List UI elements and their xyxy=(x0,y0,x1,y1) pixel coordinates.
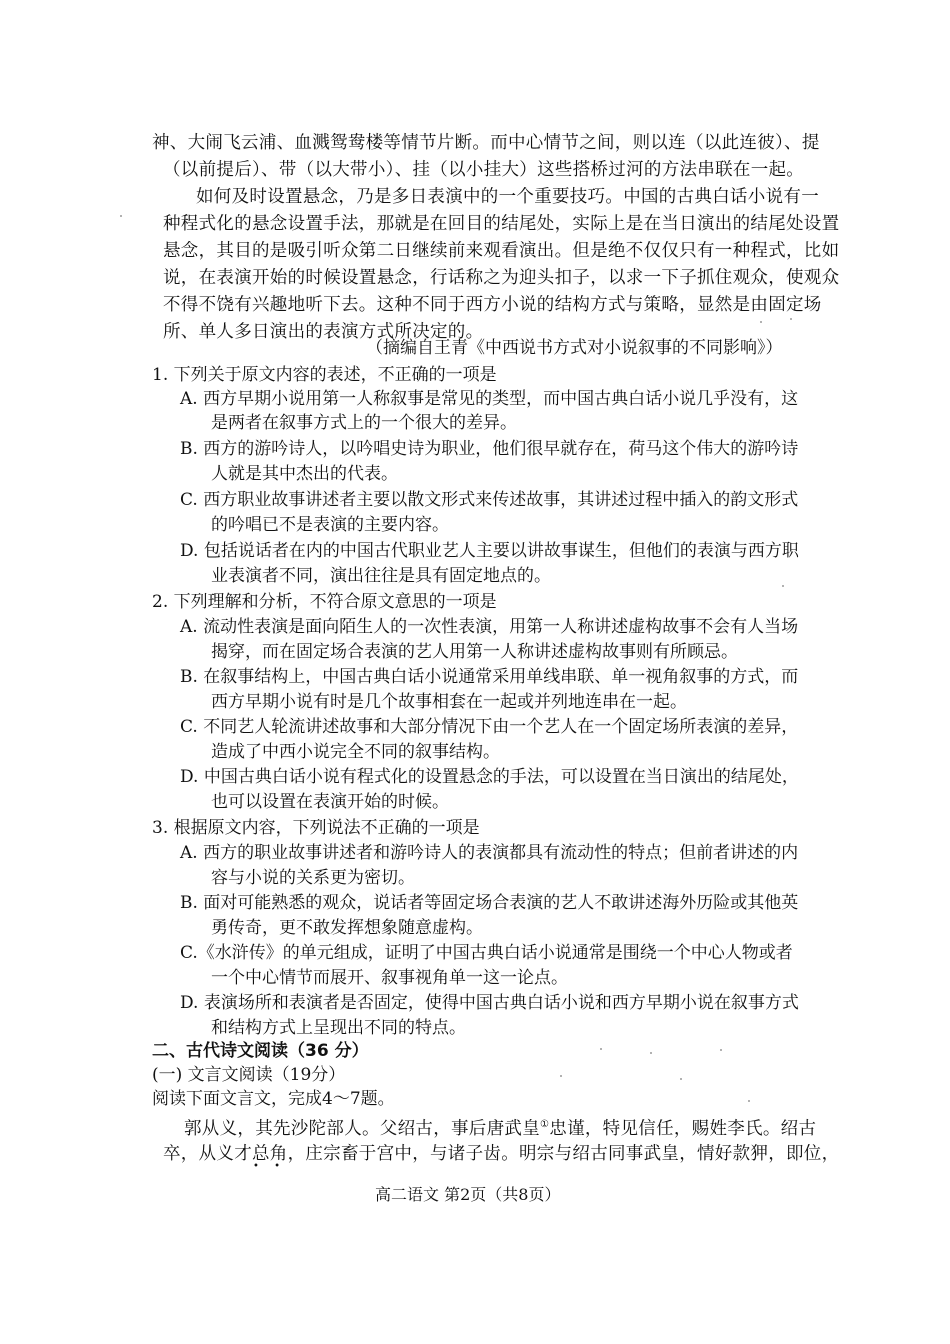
q1-option-b: B. 西方的游吟诗人，以吟唱史诗为职业，他们很早就存在，荷马这个伟大的游吟诗 xyxy=(180,439,799,459)
scan-speck xyxy=(600,1048,602,1050)
q2-option-c: C. 不同艺人轮流讲述故事和大部分情况下由一个艺人在一个固定场所表演的差异， xyxy=(180,717,799,737)
q2-option-d-cont: 也可以设置在表演开始的时候。 xyxy=(211,792,449,812)
classical-text: 忠谨，特见信任，赐姓李氏。绍古 xyxy=(549,1118,817,1139)
passage-line: 说，在表演开始的时候设置悬念，行话称之为迎头扣子，以求一下子抓住观众，使观众 xyxy=(163,268,840,288)
passage-line: 神、大闹飞云浦、血溅鸳鸯楼等情节片断。而中心情节之间，则以连（以此连彼）、提 xyxy=(152,133,820,153)
reading-instruction: 阅读下面文言文，完成4～7题。 xyxy=(152,1089,395,1109)
q1-option-c-cont: 的吟唱已不是表演的主要内容。 xyxy=(211,515,449,535)
scan-speck xyxy=(680,1078,682,1080)
page-footer: 高二语文 第2页（共8页） xyxy=(375,1185,561,1204)
footnote-marker: ① xyxy=(540,1119,550,1130)
q2-option-a-cont: 揭穿，而在固定场合表演的艺人用第一人称讲述虚构故事则有所顾忌。 xyxy=(211,642,738,662)
q2-option-b: B. 在叙事结构上，中国古典白话小说通常采用单线串联、单一视角叙事的方式，而 xyxy=(180,667,799,687)
passage-line: 不得不饶有兴趣地听下去。这种不同于西方小说的结构方式与策略，显然是由固定场 xyxy=(163,295,822,315)
question-2-stem: 2. 下列理解和分析，不符合原文意思的一项是 xyxy=(152,592,497,612)
q2-option-a: A. 流动性表演是面向陌生人的一次性表演，用第一人称讲述虚构故事不会有人当场 xyxy=(180,617,799,637)
question-3-stem: 3. 根据原文内容，下列说法不正确的一项是 xyxy=(152,818,480,838)
q1-option-a-cont: 是两者在叙事方式上的一个很大的差异。 xyxy=(211,413,517,433)
subsection-title: (一) 文言文阅读（19分） xyxy=(152,1065,346,1085)
emphasis-dots: • • xyxy=(253,1161,286,1172)
scan-speck xyxy=(120,215,122,217)
q2-option-b-cont: 西方早期小说有时是几个故事相套在一起或并列地连串在一起。 xyxy=(211,692,687,712)
scan-speck xyxy=(760,321,762,323)
q2-option-c-cont: 造成了中西小说完全不同的叙事结构。 xyxy=(211,742,500,762)
passage-source: （摘编自王青《中西说书方式对小说叙事的不同影响》） xyxy=(366,338,783,358)
q1-option-d-cont: 业表演者不同，演出往往是具有固定地点的。 xyxy=(211,566,551,586)
passage-line: 所、单人多日演出的表演方式所决定的。 xyxy=(163,322,484,342)
q3-option-c: C.《水浒传》的单元组成，证明了中国古典白话小说通常是围绕一个中心人物或者 xyxy=(180,943,793,963)
q3-option-b-cont: 勇传奇，更不敢发挥想象随意虚构。 xyxy=(211,918,483,938)
q3-option-b: B. 面对可能熟悉的观众，说话者等固定场合表演的艺人不敢讲述海外历险或其他英 xyxy=(180,893,799,913)
scan-speck xyxy=(748,1100,750,1102)
scan-speck xyxy=(720,1049,722,1051)
passage-line: （以前提后）、带（以大带小）、挂（以小挂大）这些搭桥过河的方法串联在一起。 xyxy=(163,160,805,180)
section-title: 二、古代诗文阅读（36 分） xyxy=(152,1041,369,1061)
q2-option-d: D. 中国古典白话小说有程式化的设置悬念的手法，可以设置在当日演出的结尾处， xyxy=(180,767,799,787)
classical-line: 卒，从义才总角，庄宗畜于宫中，与诸子齿。明宗与绍古同事武皇，情好款狎，即位， xyxy=(163,1144,840,1164)
q3-option-c-cont: 一个中心情节而展开、叙事视角单一这一论点。 xyxy=(211,968,568,988)
q3-option-d-cont: 和结构方式上呈现出不同的特点。 xyxy=(211,1018,466,1038)
question-1-stem: 1. 下列关于原文内容的表述，不正确的一项是 xyxy=(152,365,497,385)
q3-option-a-cont: 容与小说的关系更为密切。 xyxy=(211,868,415,888)
passage-line: 悬念，其目的是吸引听众第二日继续前来观看演出。但是绝不仅仅只有一种程式，比如 xyxy=(163,241,840,261)
scan-speck xyxy=(560,1075,562,1077)
q1-option-a: A. 西方早期小说用第一人称叙事是常见的类型，而中国古典白话小说几乎没有，这 xyxy=(180,389,799,409)
classical-line xyxy=(184,1120,816,1138)
scan-speck xyxy=(790,318,792,320)
q1-option-b-cont: 人就是其中杰出的代表。 xyxy=(211,464,398,484)
q3-option-d: D. 表演场所和表演者是否固定，使得中国古典白话小说和西方早期小说在叙事方式 xyxy=(180,993,799,1013)
q3-option-a: A. 西方的职业故事讲述者和游吟诗人的表演都具有流动性的特点；但前者讲述的内 xyxy=(180,843,799,863)
scan-speck xyxy=(650,1052,652,1054)
passage-line: 如何及时设置悬念，乃是多日表演中的一个重要技巧。中国的古典白话小说有一 xyxy=(196,187,819,207)
scan-speck xyxy=(782,585,784,587)
q1-option-d: D. 包括说话者在内的中国古代职业艺人主要以讲故事谋生，但他们的表演与西方职 xyxy=(180,541,799,561)
q1-option-c: C. 西方职业故事讲述者主要以散文形式来传述故事，其讲述过程中插入的韵文形式 xyxy=(180,490,799,510)
passage-line: 种程式化的悬念设置手法，那就是在回目的结尾处，实际上是在当日演出的结尾处设置 xyxy=(163,214,840,234)
classical-text: 郭从义，其先沙陀部人。父绍古，事后唐武皇 xyxy=(184,1118,540,1139)
